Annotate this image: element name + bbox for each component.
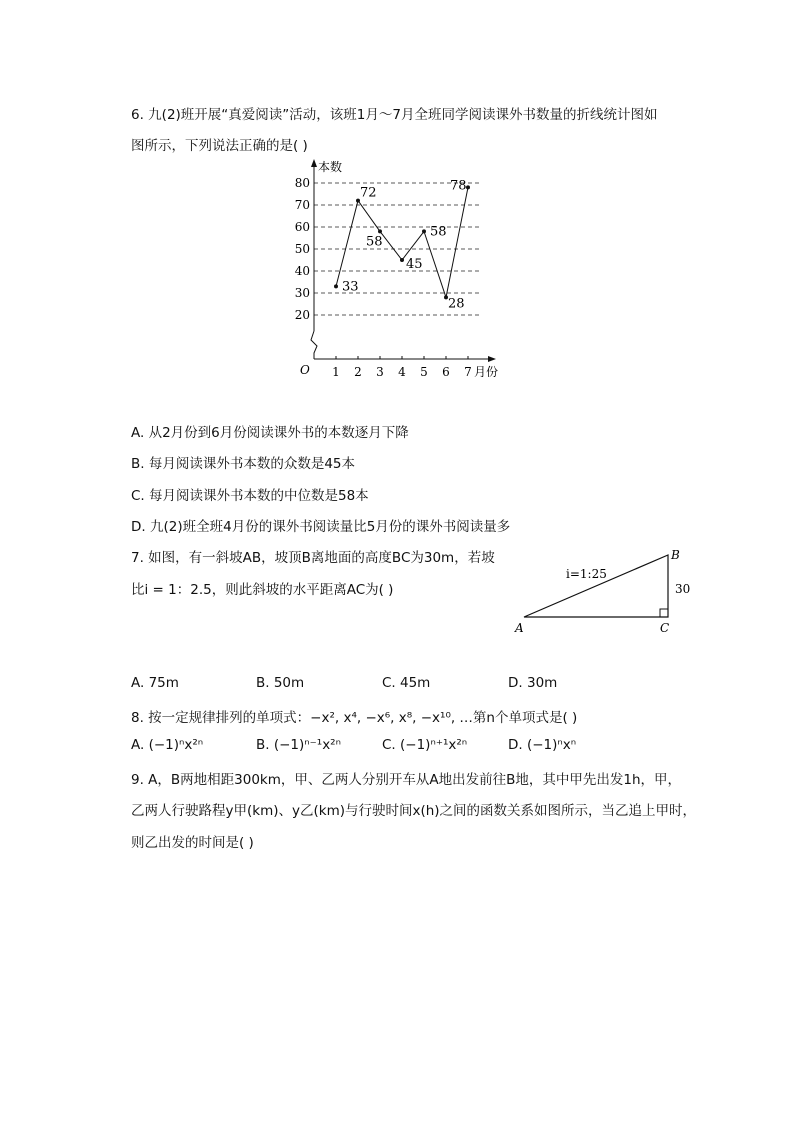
data-label-5: 58: [430, 224, 447, 240]
x-tick-label-2: 2: [354, 365, 362, 379]
q6-option-a: A. 从2月份到6月份阅读课外书的本数逐月下降: [131, 425, 409, 441]
q6-option-b: B. 每月阅读课外书本数的众数是45本: [131, 456, 356, 472]
q7-stem-line1: 7. 如图，有一斜坡AB，坡顶B离地面的高度BC为30m，若坡: [131, 550, 495, 566]
y-tick-label-30: 30: [294, 286, 310, 300]
data-label-4: 45: [406, 257, 423, 272]
y-axis-arrow: [311, 159, 317, 167]
data-label-2: 72: [360, 185, 377, 201]
y-axis-label: 本数: [318, 160, 343, 174]
q8-options: [131, 737, 651, 753]
point-b-label: B: [671, 548, 680, 562]
data-point-5: [422, 229, 426, 233]
data-point-1: [334, 284, 338, 288]
y-tick-label-40: 40: [294, 264, 310, 278]
x-axis-label: 月份: [474, 365, 499, 379]
x-tick-label-6: 6: [442, 365, 450, 379]
data-label-7: 78: [450, 178, 467, 194]
data-label-6: 28: [448, 296, 465, 312]
y-axis-break: [311, 331, 317, 359]
right-angle-mark: [660, 609, 668, 617]
data-point-4: [400, 258, 404, 262]
q6-option-d: D. 九(2)班全班4月份的课外书阅读量比5月份的课外书阅读量多: [131, 519, 511, 535]
y-tick-label-50: 50: [294, 242, 310, 256]
x-tick-label-4: 4: [398, 365, 406, 379]
q8-option-d: D. (−1)ⁿxⁿ: [508, 737, 577, 753]
data-label-1: 33: [342, 279, 359, 295]
point-a-label: A: [515, 621, 524, 635]
slope-ratio-label: i=1:25: [566, 567, 607, 581]
q9-stem-line3: 则乙出发的时间是( ): [131, 835, 254, 851]
y-tick-label-70: 70: [294, 198, 310, 212]
q7-stem-line2: 比i = 1：2.5，则此斜坡的水平距离AC为( ): [131, 582, 394, 598]
y-tick-label-60: 60: [294, 220, 310, 234]
x-tick-label-5: 5: [420, 365, 428, 379]
q9-stem-line1: 9. A，B两地相距300km，甲、乙两人分别开车从A地出发前往B地，其中甲先出发1h，甲，: [131, 772, 682, 788]
q8-option-c: C. (−1)ⁿ⁺¹x²ⁿ: [382, 737, 468, 753]
data-point-7: [466, 185, 470, 189]
q7-option-a: A. 75m: [131, 675, 179, 691]
q8-option-b: B. (−1)ⁿ⁻¹x²ⁿ: [256, 737, 341, 753]
q7-option-b: B. 50m: [256, 675, 305, 691]
point-c-label: C: [660, 621, 670, 635]
q7-options: [131, 675, 651, 691]
y-tick-label-20: 20: [294, 308, 310, 322]
q8-stem: 8. 按一定规律排列的单项式：−x², x⁴, −x⁶, x⁸, −x¹⁰, …第n个单项式是( ): [131, 710, 578, 726]
q6-line-chart: [290, 155, 510, 385]
x-tick-label-7: 7: [464, 365, 472, 379]
y-tick-label-80: 80: [294, 176, 310, 190]
q7-option-c: C. 45m: [382, 675, 431, 691]
height-label: 30: [675, 582, 691, 596]
data-point-3: [378, 229, 382, 233]
q6-stem-line2: 图所示，下列说法正确的是( ): [131, 138, 308, 154]
q6-option-c: C. 每月阅读课外书本数的中位数是58本: [131, 488, 369, 504]
x-tick-label-3: 3: [376, 365, 384, 379]
x-tick-label-1: 1: [332, 365, 340, 379]
q9-stem-line2: 乙两人行驶路程y甲(km)、y乙(km)与行驶时间x(h)之间的函数关系如图所示，当乙追上甲时，: [131, 803, 697, 819]
q8-option-a: A. (−1)ⁿx²ⁿ: [131, 737, 204, 753]
q6-stem-line1: 6. 九(2)班开展“真爱阅读”活动，该班1月～7月全班同学阅读课外书数量的折线统计图如: [131, 107, 658, 123]
origin-label: O: [300, 363, 310, 377]
x-axis-arrow: [488, 356, 496, 362]
q7-option-d: D. 30m: [508, 675, 558, 691]
slope-triangle: [524, 555, 668, 617]
data-label-3: 58: [366, 234, 383, 250]
q7-slope-figure: [510, 542, 710, 642]
